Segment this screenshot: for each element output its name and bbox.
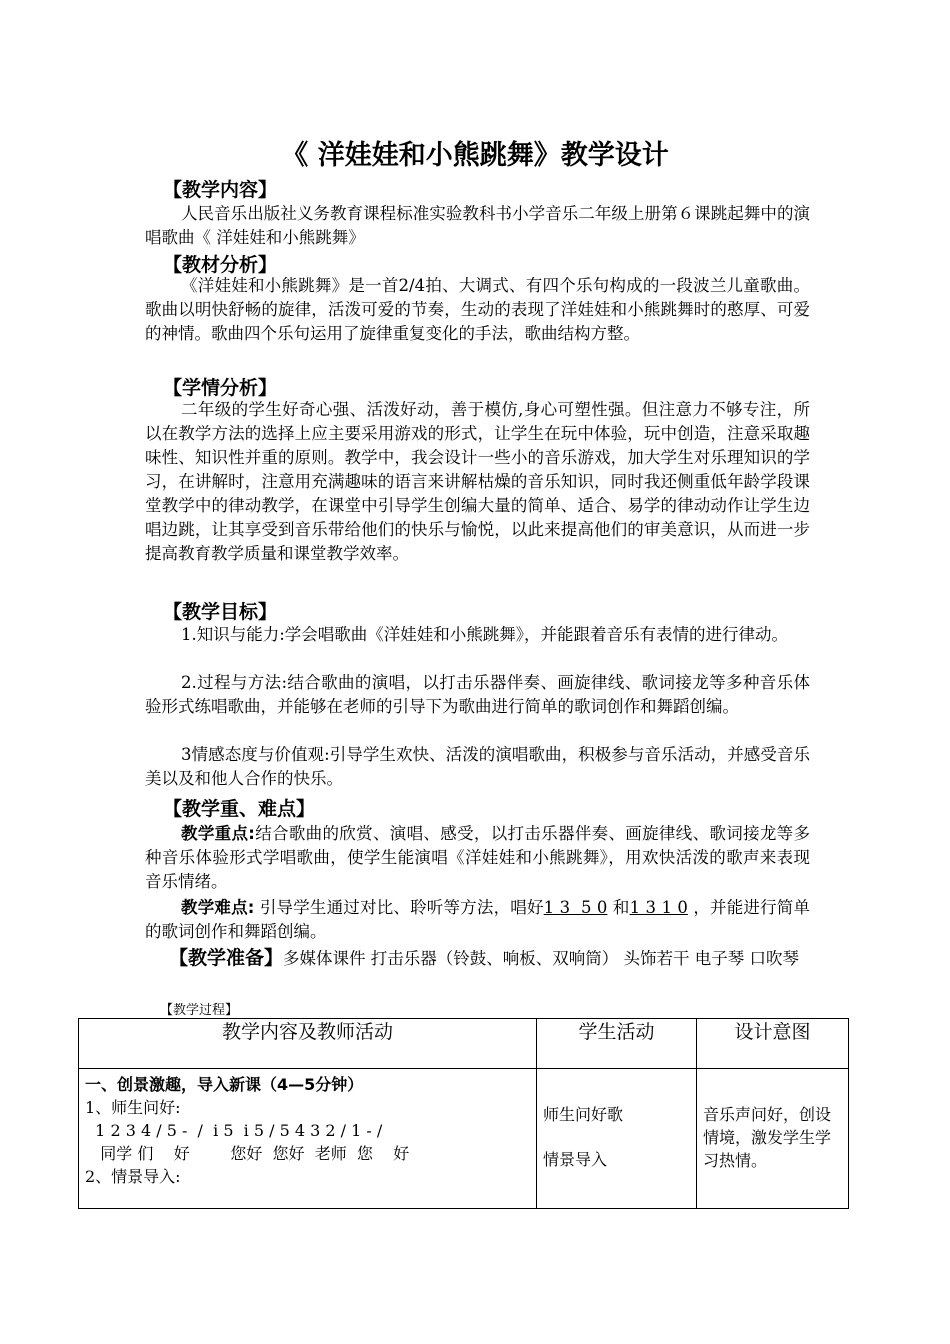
difficulty-paragraph <box>145 896 810 944</box>
focus-text: 结合歌曲的欣赏、演唱、感受，以打击乐器伴奏、画旋律线、歌词接龙等多种音乐体验形式学唱歌曲，使学生能演唱《洋娃娃和小熊跳舞》，用欢快活泼的歌声来表现音乐情绪。 <box>145 824 810 891</box>
goal-item-2: 2.过程与方法:结合歌曲的演唱，以打击乐器伴奏、画旋律线、歌词接龙等多种音乐体验形式练唱歌曲，并能够在老师的引导下为歌曲进行简单的歌词创作和舞蹈创编。 <box>145 673 810 716</box>
document-title: 《 洋娃娃和小熊跳舞》教学设计 <box>281 140 669 171</box>
teacher-activity-cell <box>79 1069 537 1209</box>
table-row <box>79 1069 849 1209</box>
student-activity-cell <box>537 1069 697 1209</box>
heading-content: 【教学内容】 <box>163 179 278 201</box>
header-design-intent: 设计意图 <box>697 1019 849 1069</box>
design-intent-text: 音乐声问好，创设情境，激发学生学习热情。 <box>703 1105 832 1170</box>
student-activity-2: 情景导入 <box>543 1150 608 1169</box>
design-intent-cell <box>697 1069 849 1209</box>
heading-goals: 【教学目标】 <box>163 601 278 623</box>
heading-material: 【教材分析】 <box>163 254 278 276</box>
notation-1: 1 3 5 0 <box>543 898 608 917</box>
greeting-lyrics: 同学 们 好 您好 您好 老师 您 好 <box>85 1144 410 1163</box>
heading-prep: 【教学准备】 <box>169 947 284 969</box>
header-student-activity: 学生活动 <box>537 1019 697 1069</box>
difficulty-label: 教学难点: <box>181 898 255 917</box>
student-activity-1: 师生问好歌 <box>543 1105 624 1124</box>
content-text: 人民音乐出版社义务教育课程标准实验教科书小学音乐二年级上册第６课跳起舞中的演唱歌曲《 洋娃娃和小熊跳舞》 <box>145 204 810 247</box>
difficulty-post: ，并能进行简单的歌词创作和舞蹈创编。 <box>145 898 810 941</box>
step-title: 一、创景激趣，导入新课（4—5分钟） <box>85 1075 364 1094</box>
greeting-notation: 1 2 3 4 / 5 - / i 5 i 5 / 5 4 3 2 / 1 - / <box>85 1121 383 1140</box>
prep-text: 多媒体课件 打击乐器（铃鼓、响板、双响筒） 头饰若干 电子琴 口吹琴 <box>283 949 799 968</box>
table-header-row <box>79 1019 849 1069</box>
difficulty-mid: 和 <box>607 898 630 917</box>
heading-process: 【教学过程】 <box>160 1003 239 1018</box>
goal-item-3: 3情感态度与价值观:引导学生欢快、活泼的演唱歌曲，积极参与音乐活动，并感受音乐美以及和他人合作的快乐。 <box>145 745 810 788</box>
students-text: 二年级的学生好奇心强、活泼好动，善于模仿,身心可塑性强。但注意力不够专注，所以在教学方法的选择上应主要采用游戏的形式，让学生在玩中体验，玩中创造，注意采取趣味性、知识性并重的原则。教学中，我会设计一些小的音乐游戏，加大学生对乐理知识的学习，在讲解时，注意用充满趣味的语言来讲解枯燥的音乐知识，同时我还侧重低年龄学段课堂教学中的律动教学，在课堂中引导学生创编大量的简单、适合、易学的律动动作让学生边唱边跳，让其享受到音乐带给他们的快乐与愉悦，以此来提高他们的审美意识，从而进一步提高教育教学质量和课堂教学效率。 <box>145 400 810 563</box>
material-text: 《洋娃娃和小熊跳舞》是一首2/4拍、大调式、有四个乐句构成的一段波兰儿童歌曲。歌曲以明快舒畅的旋律，活泼可爱的节奏，生动的表现了洋娃娃和小熊跳舞时的憨厚、可爱的神情。歌曲四个乐句运用了旋律重复变化的手法，歌曲结构方整。 <box>145 276 810 343</box>
goal-item-1: 1.知识与能力:学会唱歌曲《洋娃娃和小熊跳舞》，并能跟着音乐有表情的进行律动。 <box>181 625 789 644</box>
step-line-1: 1、师生问好: <box>85 1098 181 1117</box>
process-table <box>78 1018 849 1209</box>
notation-2: 1 3 1 0 <box>629 898 688 917</box>
focus-paragraph <box>145 822 810 894</box>
heading-keypoints: 【教学重、难点】 <box>163 798 316 820</box>
step-line-2: 2、情景导入: <box>85 1167 181 1186</box>
prep-paragraph <box>145 946 810 971</box>
difficulty-pre: 引导学生通过对比、聆听等方法，唱好 <box>254 898 544 917</box>
header-teacher-activity: 教学内容及教师活动 <box>79 1019 537 1069</box>
heading-students: 【学情分析】 <box>163 377 278 399</box>
focus-label: 教学重点: <box>181 824 255 843</box>
